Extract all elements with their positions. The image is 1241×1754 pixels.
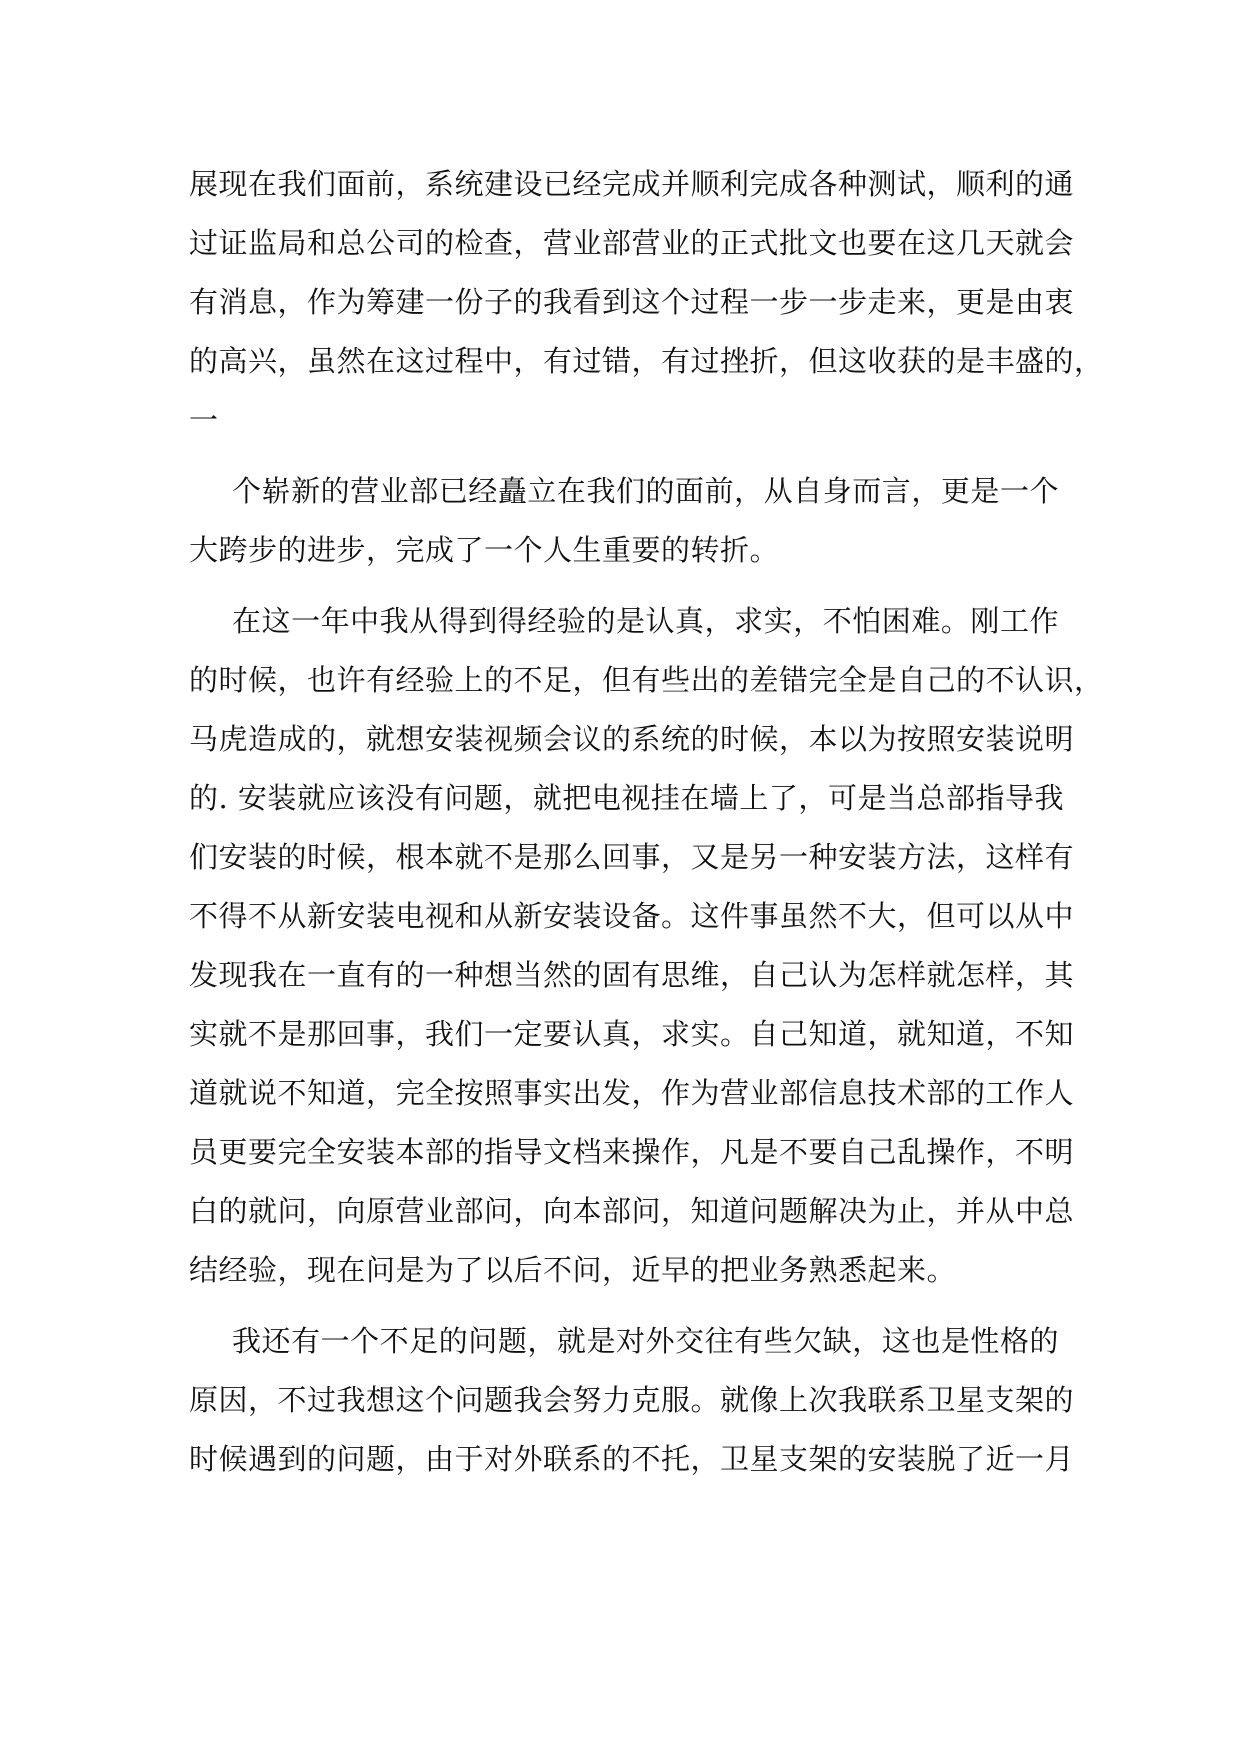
document-body <box>189 155 1104 1489</box>
text-line: 们安装的时候，根本就不是那么回事，又是另一种安装方法，这样有 <box>189 840 1075 874</box>
text-line: 员更要完全安装本部的指导文档来操作，凡是不要自己乱操作，不明 <box>189 1135 1075 1169</box>
text-line: 在这一年中我从得到得经验的是认真，求实，不怕困难。刚工作 <box>232 604 1059 638</box>
text-line: 实就不是那回事，我们一定要认真，求实。自己知道，就知道，不知 <box>189 1017 1075 1051</box>
text-line: 发现我在一直有的一种想当然的固有思维，自己认为怎样就怎样，其 <box>189 958 1075 992</box>
text-line: 的时候，也许有经验上的不足，但有些出的差错完全是自己的不认识， <box>189 663 1104 697</box>
text-line: 过证监局和总公司的检查，营业部营业的正式批文也要在这几天就会 <box>189 226 1075 260</box>
text-line: 道就说不知道，完全按照事实出发，作为营业部信息技术部的工作人 <box>189 1076 1075 1110</box>
paragraph-gap <box>189 1300 1059 1312</box>
text-line: 有消息，作为筹建一份子的我看到这个过程一步一步走来，更是由衷 <box>189 285 1075 319</box>
paragraph-gap <box>189 580 1059 592</box>
paragraph-gap <box>189 450 1059 462</box>
text-line: 结经验，现在问是为了以后不问，近早的把业务熟悉起来。 <box>189 1253 957 1287</box>
paragraph <box>189 155 1104 450</box>
text-line: 马虎造成的，就想安装视频会议的系统的时候，本以为按照安装说明 <box>189 722 1075 756</box>
text-line: 大跨步的进步，完成了一个人生重要的转折。 <box>189 533 780 567</box>
text-line: 白的就问，向原营业部问，向本部问，知道问题解决为止，并从中总 <box>189 1194 1075 1228</box>
text-line: 时候遇到的问题，由于对外联系的不托，卫星支架的安装脱了近一月 <box>189 1442 1075 1476</box>
text-line: 的. 安装就应该没有问题，就把电视挂在墙上了，可是当总部指导我 <box>189 781 1064 815</box>
text-line: 原因，不过我想这个问题我会努力克服。就像上次我联系卫星支架的 <box>189 1383 1075 1417</box>
paragraph <box>189 462 1059 580</box>
paragraph <box>189 592 1104 1300</box>
text-line: 不得不从新安装电视和从新安装设备。这件事虽然不大，但可以从中 <box>189 899 1075 933</box>
text-line: 我还有一个不足的问题，就是对外交往有些欠缺，这也是性格的 <box>232 1324 1059 1358</box>
text-line: 的高兴，虽然在这过程中，有过错，有过挫折，但这收获的是丰盛的， <box>189 344 1104 378</box>
text-line: 展现在我们面前，系统建设已经完成并顺利完成各种测试，顺利的通 <box>189 167 1075 201</box>
text-line: 个崭新的营业部已经矗立在我们的面前，从自身而言，更是一个 <box>232 474 1059 508</box>
text-line: 一 <box>189 403 219 437</box>
paragraph <box>189 1312 1075 1489</box>
